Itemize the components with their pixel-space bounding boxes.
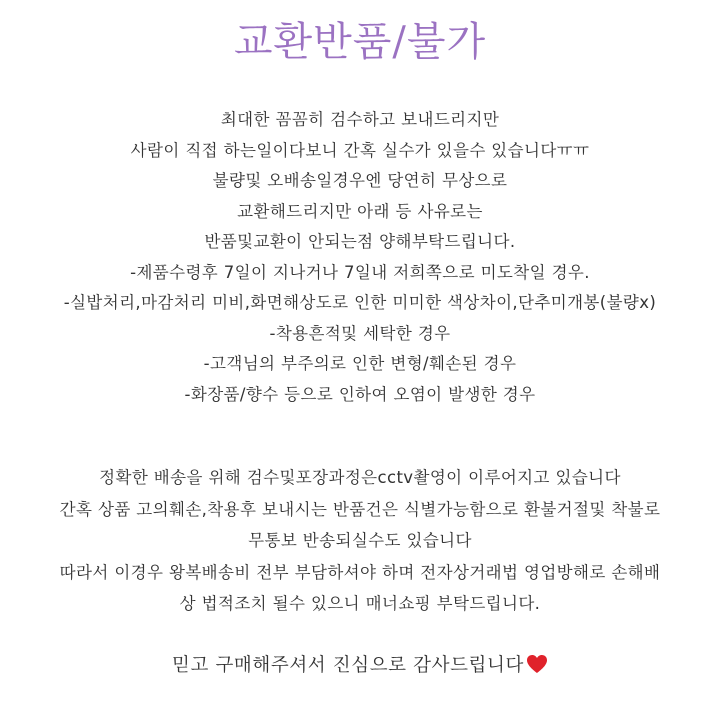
policy-section: [0, 105, 720, 410]
policy-exception-line: -화장품/향수 등으로 인하여 오염이 발생한 경우: [184, 384, 536, 404]
policy-line: 교환해드리지만 아래 등 사유로는: [237, 201, 483, 221]
closing-text: 믿고 구매해주셔서 진심으로 감사드립니다: [172, 655, 524, 676]
cctv-notice-section: [0, 462, 720, 620]
policy-exception-line: -제품수령후 7일이 지나거나 7일내 저희쪽으로 미도착일 경우.: [130, 262, 590, 282]
policy-exception-line: -고객님의 부주의로 인한 변형/훼손된 경우: [203, 354, 517, 373]
page-title: 교환반품/불가: [233, 19, 487, 65]
cctv-line: 무통보 반송되실수도 있습니다: [248, 531, 472, 551]
policy-exception-line: -실밥처리,마감처리 미비,화면해상도로 인한 미미한 색상차이,단추미개봉(불량x): [63, 293, 657, 312]
closing-message: [0, 650, 720, 682]
policy-line: 사람이 직접 하는일이다보니 간혹 실수가 있을수 있습니다ㅠㅠ: [130, 140, 590, 160]
cctv-line: 정확한 배송을 위해 검수및포장과정은cctv촬영이 이루어지고 있습니다: [99, 468, 621, 487]
policy-line: 반품및교환이 안되는점 양해부탁드립니다.: [204, 232, 516, 251]
cctv-line: 따라서 이경우 왕복배송비 전부 부담하셔야 하며 전자상거래법 영업방해로 손해배: [59, 562, 661, 582]
cctv-line: 간혹 상품 고의훼손,착용후 보내시는 반품건은 식별가능함으로 환불거절및 착불로: [59, 499, 661, 519]
policy-exception-line: -착용흔적및 세탁한 경우: [269, 323, 451, 343]
policy-line: 최대한 꼼꼼히 검수하고 보내드리지만: [220, 110, 500, 129]
cctv-line: 상 법적조치 될수 있으니 매너쇼핑 부탁드립니다.: [179, 594, 541, 614]
policy-line: 불량및 오배송일경우엔 당연히 무상으로: [212, 171, 508, 190]
heart-icon: [526, 653, 548, 673]
